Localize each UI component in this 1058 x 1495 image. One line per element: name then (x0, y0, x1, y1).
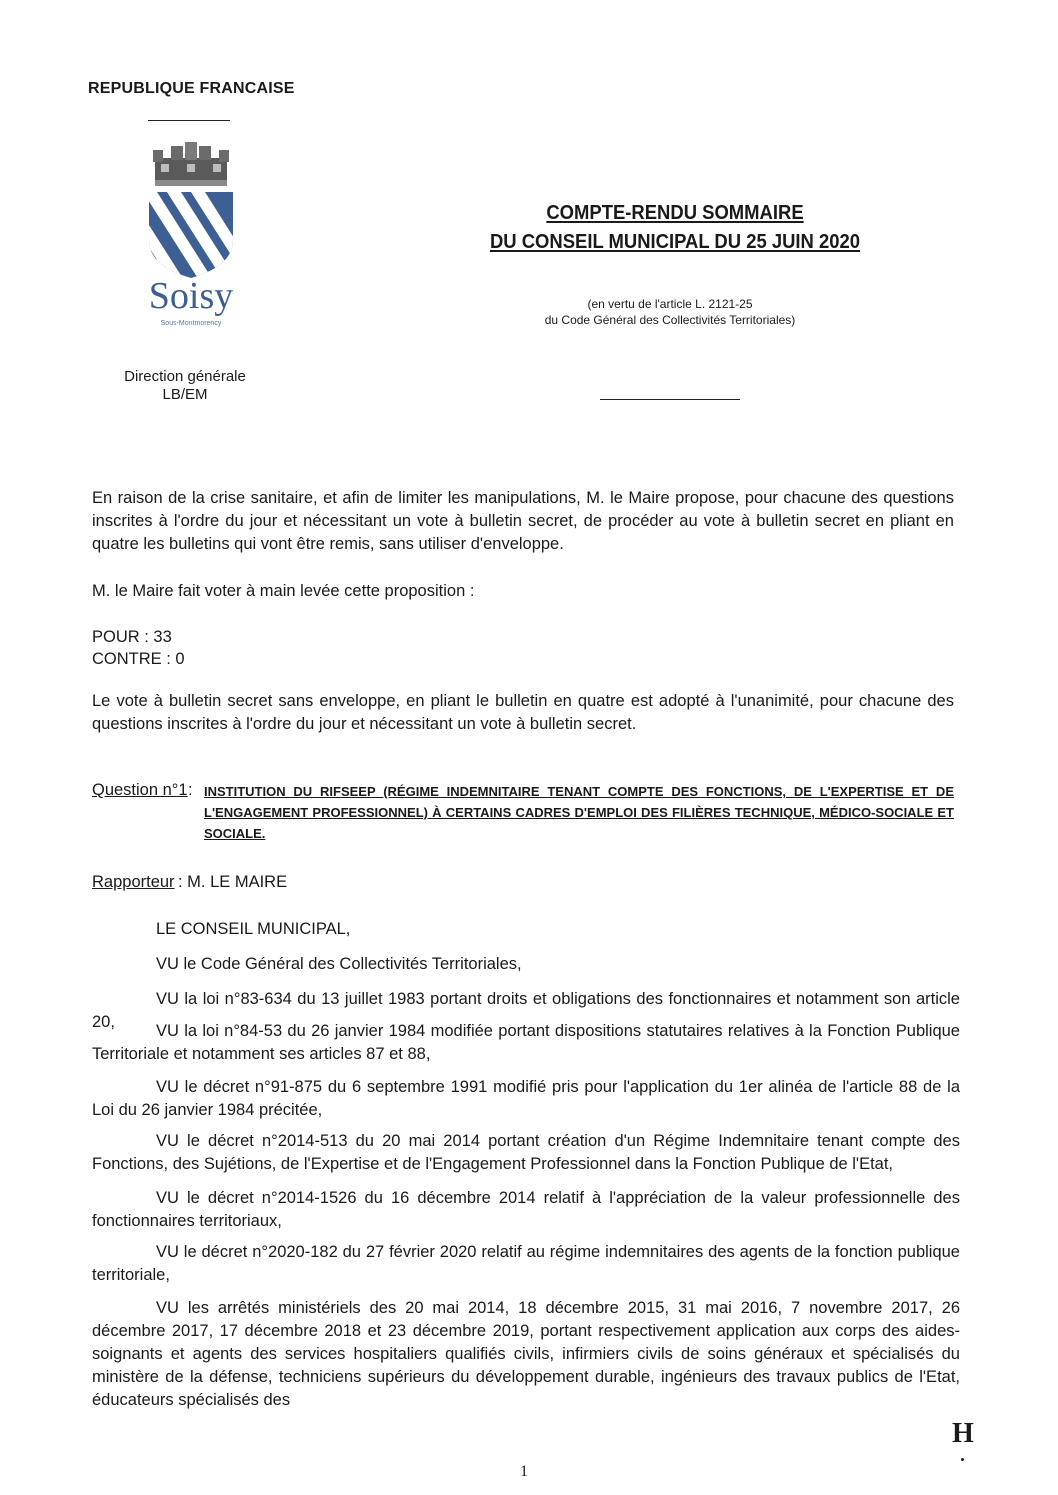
direction-line: Direction générale (124, 368, 246, 385)
vote-result: Le vote à bulletin secret sans enveloppe, en pliant le bulletin en quatre est adopté à l'unanimité, pour chacune des questions inscrites à l'ordre du jour et nécessitant un vote à bulletin secret. (92, 692, 954, 733)
page-title (410, 198, 941, 256)
vu-item: VU les arrêtés ministériels des 20 mai 2014, 18 décembre 2015, 31 mai 2016, 7 novembre 2017, 26 décembre 2017, 17 décembre 2018 et 23 décembre 2019, portant respectivement application aux corps des aides-soignants et agents des services hospitaliers qualifiés civils, infirmiers civils de soins généraux et spécialisés du ministère de la défense, techniciens supérieurs du développement durable, ingénieurs des travaux publics de l'Etat, éducateurs spécialisés des (92, 1299, 960, 1409)
legal-reference-line-1: (en vertu de l'article L. 2121-25 (587, 297, 753, 311)
vote-pour: POUR : 33 (92, 628, 172, 646)
vu-item: VU le décret n°91-875 du 6 septembre 1991 modifié pris pour l'application du 1er alinéa de l'article 88 de la Loi du 26 janvier 1984 précitée, (92, 1078, 960, 1119)
legal-reference-line-2: du Code Général des Collectivités Territoriales) (544, 313, 796, 327)
vote-contre: CONTRE : 0 (92, 650, 185, 668)
page-number: 1 (520, 1463, 528, 1480)
vu-item: VU le Code Général des Collectivités Territoriales, (156, 955, 522, 973)
vu-item: VU le décret n°2014-1526 du 16 décembre 2014 relatif à l'appréciation de la valeur professionnelle des fonctionnaires territoriaux, (92, 1189, 960, 1230)
title-line-2: DU CONSEIL MUNICIPAL DU 25 JUIN 2020 (489, 230, 861, 253)
town-name: Soisy (148, 275, 234, 317)
conseil-heading: LE CONSEIL MUNICIPAL, (156, 920, 351, 938)
title-line-1: COMPTE-RENDU SOMMAIRE (546, 201, 804, 224)
question-label: Question n°1 (92, 781, 188, 799)
mark-dot (961, 1458, 964, 1461)
town-subtitle: Sous-Montmorency (160, 320, 222, 327)
vu-item: VU le décret n°2020-182 du 27 février 2020 relatif au régime indemnitaires des agents de la fonction publique territoriale, (92, 1243, 960, 1284)
rapporteur-label: Rapporteur (92, 873, 175, 891)
rapporteur-value: : M. LE MAIRE (178, 873, 288, 891)
vote-proposal: M. le Maire fait voter à main levée cette proposition : (92, 582, 475, 600)
divider (600, 399, 740, 400)
legal-reference (470, 296, 870, 328)
reference-line: LB/EM (162, 386, 208, 403)
question-title: INSTITUTION DU RIFSEEP (RÉGIME INDEMNITAIRE TENANT COMPTE DES FONCTIONS, DE L'EXPERTISE ET DE L'ENGAGEMENT PROFESSIONNEL) À CERTAINS CADRES D'EMPLOI DES FILIÈRES TECHNIQUE, MÉDICO-SOCIALE ET SOCIALE. (204, 784, 954, 841)
intro-paragraph: En raison de la crise sanitaire, et afin de limiter les manipulations, M. le Maire propose, pour chacune des questions inscrites à l'ordre du jour et nécessitant un vote à bulletin secret, de procéder au vote à bulletin secret en pliant en quatre les bulletins qui vont être remis, sans utiliser d'enveloppe. (92, 489, 954, 553)
direction-block (110, 368, 260, 404)
vu-item: VU la loi n°84-53 du 26 janvier 1984 modifiée portant dispositions statutaires relatives à la Fonction Publique Territoriale et notamment ses articles 87 et 88, (92, 1022, 960, 1063)
divider (148, 120, 230, 121)
republique-heading: REPUBLIQUE FRANCAISE (88, 80, 295, 97)
vu-item: VU la loi n°83-634 du 13 juillet 1983 portant droits et obligations des fonctionnaires et notamment son article 20, (92, 990, 960, 1031)
question-separator: : (188, 781, 193, 799)
vu-item: VU le décret n°2014-513 du 20 mai 2014 portant création d'un Régime Indemnitaire tenant compte des Fonctions, des Sujétions, de l'Expertise et de l'Engagement Professionnel dans la Fonction Publique de l'Etat, (92, 1132, 960, 1173)
handwritten-initials: H (952, 1418, 974, 1449)
